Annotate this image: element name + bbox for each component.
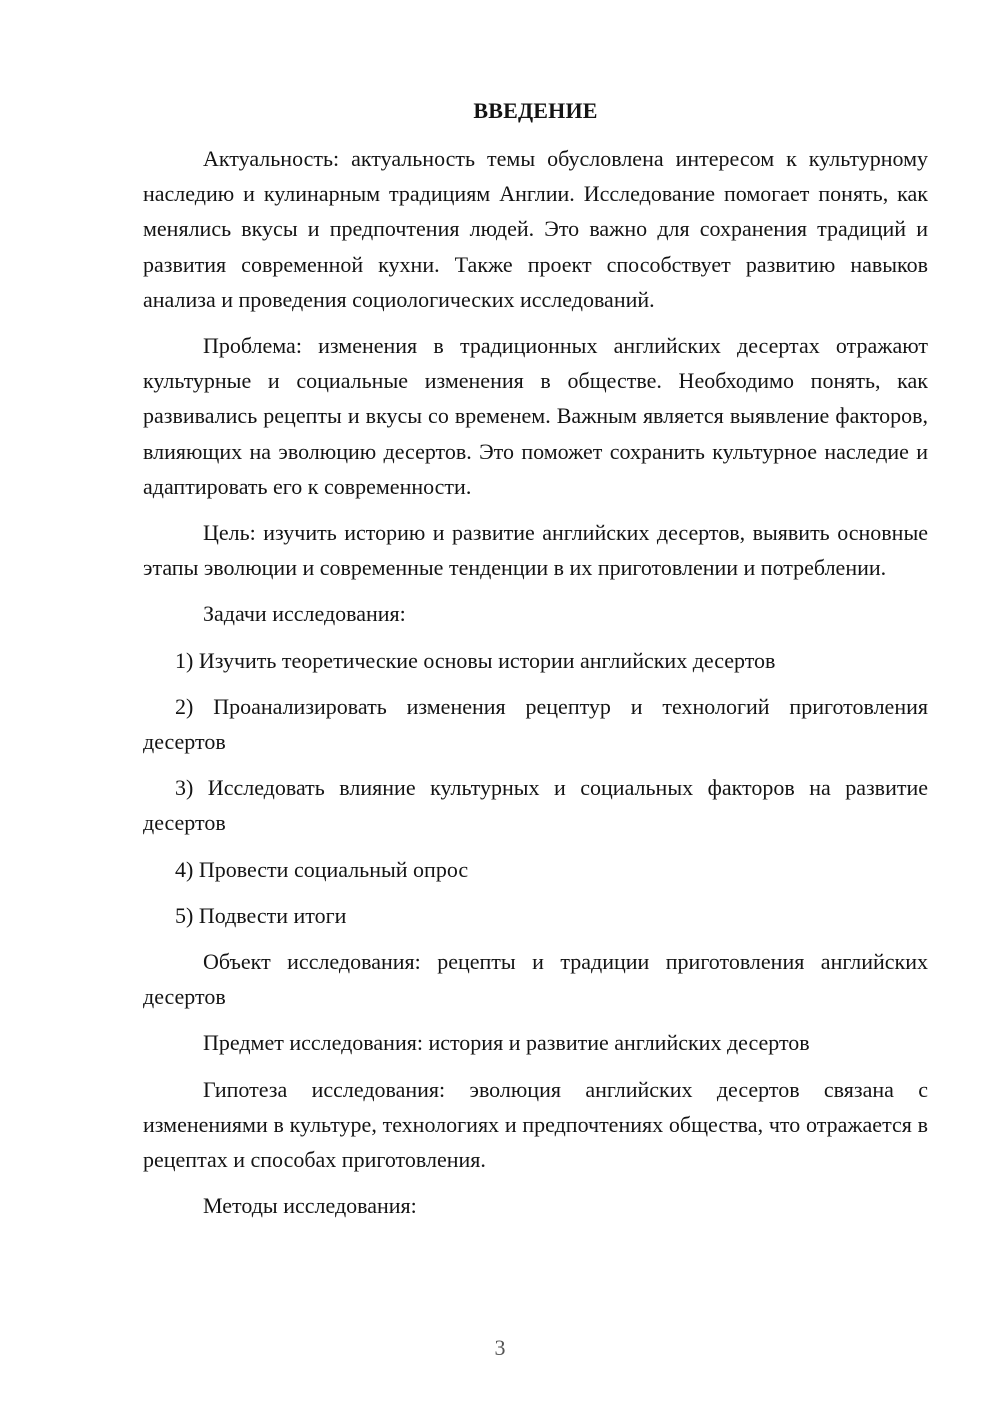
task-item-5: 5) Подвести итоги xyxy=(175,902,347,928)
task-item-4: 4) Провести социальный опрос xyxy=(175,856,469,882)
section-title: ВВЕДЕНИЕ xyxy=(473,98,598,123)
paragraph-hypothesis: Гипотеза исследования: эволюция английских десертов связана с изменениями в культуре, технологиях и предпочтениях общества, что отражается в рецептах и способах приготовления. xyxy=(143,1076,928,1173)
paragraph-subject: Предмет исследования: история и развитие английских десертов xyxy=(203,1030,810,1056)
paragraph-goal: Цель: изучить историю и развитие английских десертов, выявить основные этапы эволюции и современные тенденции в их приготовлении и потреблении. xyxy=(143,520,928,581)
document-body xyxy=(143,141,928,1234)
page-number: 3 xyxy=(494,1335,506,1360)
task-item-2: 2) Проанализировать изменения рецептур и технологий приготовления десертов xyxy=(143,693,928,755)
paragraph-relevance: Актуальность: актуальность темы обусловлена интересом к культурному наследию и кулинарным традициям Англии. Исследование помогает понять, как менялись вкусы и предпочтения людей. Это важно для сохранения традиций и развития современной кухни. Также проект способствует развитию навыков анализа и проведения социологических исследований. xyxy=(143,146,928,312)
paragraph-object: Объект исследования: рецепты и традиции приготовления английских десертов xyxy=(143,949,928,1010)
task-item-1: 1) Изучить теоретические основы истории английских десертов xyxy=(175,647,776,673)
paragraph-methods: Методы исследования: xyxy=(203,1193,417,1219)
task-item-3: 3) Исследовать влияние культурных и социальных факторов на развитие десертов xyxy=(143,775,928,836)
paragraph-tasks-heading: Задачи исследования: xyxy=(203,601,406,627)
paragraph-problem: Проблема: изменения в традиционных английских десертах отражают культурные и социальные изменения в обществе. Необходимо понять, как развивались рецепты и вкусы со временем. Важным является выявление факторов, влияющих на эволюцию десертов. Это поможет сохранить культурное наследие и адаптировать его к современности. xyxy=(143,333,928,499)
